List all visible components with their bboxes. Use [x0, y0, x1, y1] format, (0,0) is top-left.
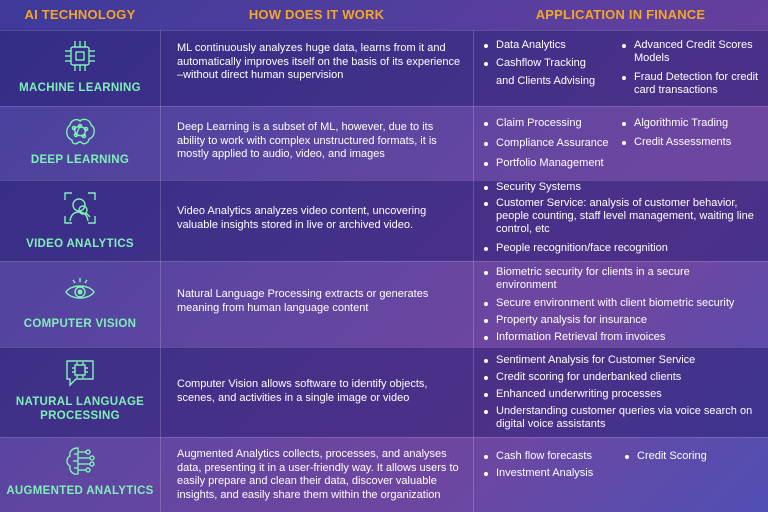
row-divider — [0, 180, 768, 181]
application-item-continued: and Clients Advising — [496, 75, 596, 87]
application-item: Algorithmic Trading — [622, 117, 728, 130]
application-item: Sentiment Analysis for Customer Service — [484, 354, 766, 367]
row-divider — [0, 106, 768, 107]
eye-icon — [62, 274, 98, 310]
tech-description: Augmented Analytics collects, processes, and analyses data, presenting it in a user-friendly way. It allows users to easily prepare and clean their data, discover valuable insights, and easily share them within the organization — [177, 448, 459, 501]
cpu-chip-icon — [62, 38, 98, 74]
row-video-analytics — [0, 180, 768, 261]
application-item: Security Systems — [484, 181, 766, 194]
application-item: Property analysis for insurance — [484, 314, 766, 327]
brain-circuit-icon — [62, 444, 98, 480]
application-item: Biometric security for clients in a secure environment — [484, 266, 746, 292]
application-item: Advanced Credit Scores Models — [622, 39, 766, 65]
application-item: Investment Analysis — [484, 467, 593, 480]
row-divider — [0, 30, 768, 31]
tech-label: VIDEO ANALYTICS — [26, 238, 134, 250]
tech-description: Computer Vision allows software to identify objects, scenes, and activities in a single image or video — [177, 378, 428, 404]
application-item: Compliance Assurance — [484, 137, 609, 150]
application-item: Enhanced underwriting processes — [484, 388, 766, 401]
tech-label: DEEP LEARNING — [30, 154, 130, 166]
column-divider — [473, 30, 474, 512]
application-item: Cash flow forecasts — [484, 450, 592, 463]
row-computer-vision — [0, 261, 768, 347]
application-item: Understanding customer queries via voice search on digital voice assistants — [484, 405, 766, 431]
brain-network-icon — [62, 114, 98, 150]
row-divider — [0, 347, 768, 348]
application-item: Portfolio Management — [484, 157, 604, 170]
header-how-it-works: HOW DOES IT WORK — [248, 7, 385, 22]
application-item: Secure environment with client biometric security — [484, 297, 766, 310]
chat-bubble-chip-icon — [62, 355, 98, 391]
tech-label: AUGMENTED ANALYTICS — [6, 485, 154, 497]
tech-description: ML continuously analyzes huge data, learns from it and automatically improves itself on the basis of its experience –without direct human supervision — [177, 42, 461, 82]
row-augmented-analytics — [0, 437, 768, 512]
row-natural-language-processing — [0, 347, 768, 437]
tech-description: Natural Language Processing extracts or generates meaning from human language content — [177, 288, 429, 314]
row-divider — [0, 437, 768, 438]
row-divider — [0, 261, 768, 262]
tech-description: Deep Learning is a subset of ML, however, due to its ability to work with complex unstructured formats, it is mostly applied to audio, video, and images — [177, 121, 437, 161]
application-item: Credit Assessments — [622, 136, 731, 149]
header-ai-technology: AI TECHNOLOGY — [24, 7, 136, 22]
application-item: Fraud Detection for credit card transactions — [622, 71, 768, 97]
row-machine-learning — [0, 30, 768, 106]
application-item: Customer Service: analysis of customer behavior, people counting, staff level management, waiting line control, etc — [484, 197, 768, 237]
column-divider — [160, 30, 161, 512]
tech-label: MACHINE LEARNING — [19, 82, 141, 94]
application-item: Data Analytics — [484, 39, 566, 52]
application-item: Information Retrieval from invoices — [484, 331, 766, 344]
tech-label-line2: PROCESSING — [40, 410, 120, 422]
face-scan-icon — [62, 190, 98, 226]
tech-label-line1: NATURAL LANGUAGE — [15, 396, 145, 408]
tech-description: Video Analytics analyzes video content, uncovering valuable insights stored in live or archived video. — [177, 205, 427, 231]
tech-label: COMPUTER VISION — [23, 318, 137, 330]
application-item: Claim Processing — [484, 117, 582, 130]
application-item: Cashflow Tracking — [484, 57, 586, 70]
application-item: Credit scoring for underbanked clients — [484, 371, 766, 384]
application-item: People recognition/face recognition — [484, 242, 766, 255]
row-deep-learning — [0, 106, 768, 180]
header-application: APPLICATION IN FINANCE — [535, 7, 706, 22]
application-item: Credit Scoring — [625, 450, 707, 463]
